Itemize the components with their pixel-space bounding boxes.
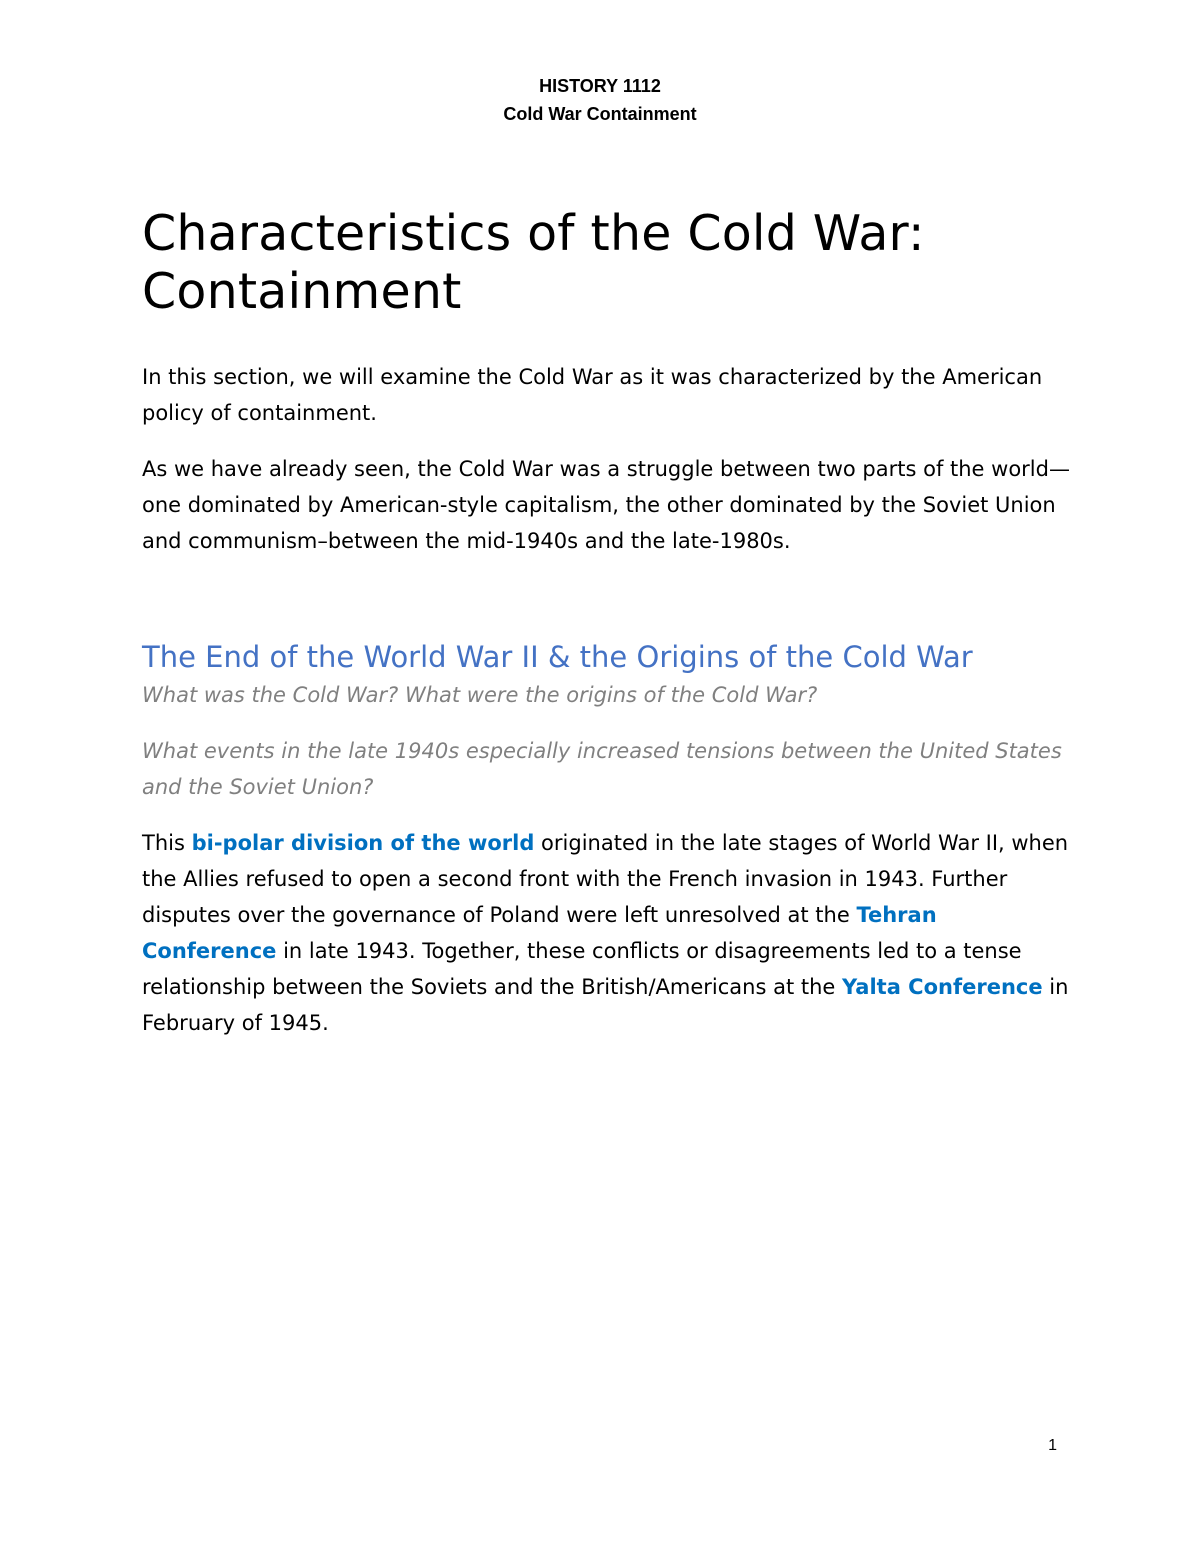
topic-label: Cold War Containment <box>503 104 697 124</box>
key-term-bipolar-division: bi-polar division of the world <box>191 831 535 855</box>
body-text: in late 1943. Together, these conflicts or disagreements led to a tense relationship between the Soviets and the British/Americans at the <box>142 939 1022 999</box>
guiding-question-2: What events in the late 1940s especially increased tensions between the United States and the Soviet Union? <box>142 739 1062 799</box>
course-label: HISTORY 1112 <box>539 76 661 96</box>
page-header <box>0 72 1200 128</box>
page-number: 1 <box>1048 1437 1057 1454</box>
body-paragraph <box>142 825 1072 1041</box>
intro-paragraph-2: As we have already seen, the Cold War was a struggle between two parts of the world—one dominated by American-style capitalism, the other dominated by the Soviet Union and communism–between the mid-1940s and the late-1980s. <box>142 457 1070 553</box>
body-text: originated in the late stages of World War II, when the Allies refused to open a second front with the French invasion in 1943. Further disputes over the governance of Poland were left unresolved at the <box>142 831 1069 927</box>
intro-paragraph-1: In this section, we will examine the Cold War as it was characterized by the American policy of containment. <box>142 365 1043 425</box>
document-title: Characteristics of the Cold War: Containment <box>142 205 925 320</box>
section-heading: The End of the World War II & the Origins of the Cold War <box>142 640 973 674</box>
document-body <box>142 205 1072 1041</box>
body-text: This <box>142 831 192 855</box>
guiding-question-1: What was the Cold War? What were the origins of the Cold War? <box>142 683 818 707</box>
key-term-tehran-conference: Tehran Conference <box>142 903 937 963</box>
key-term-yalta-conference: Yalta Conference <box>842 975 1043 999</box>
body-text: in February of 1945. <box>142 975 1069 1035</box>
